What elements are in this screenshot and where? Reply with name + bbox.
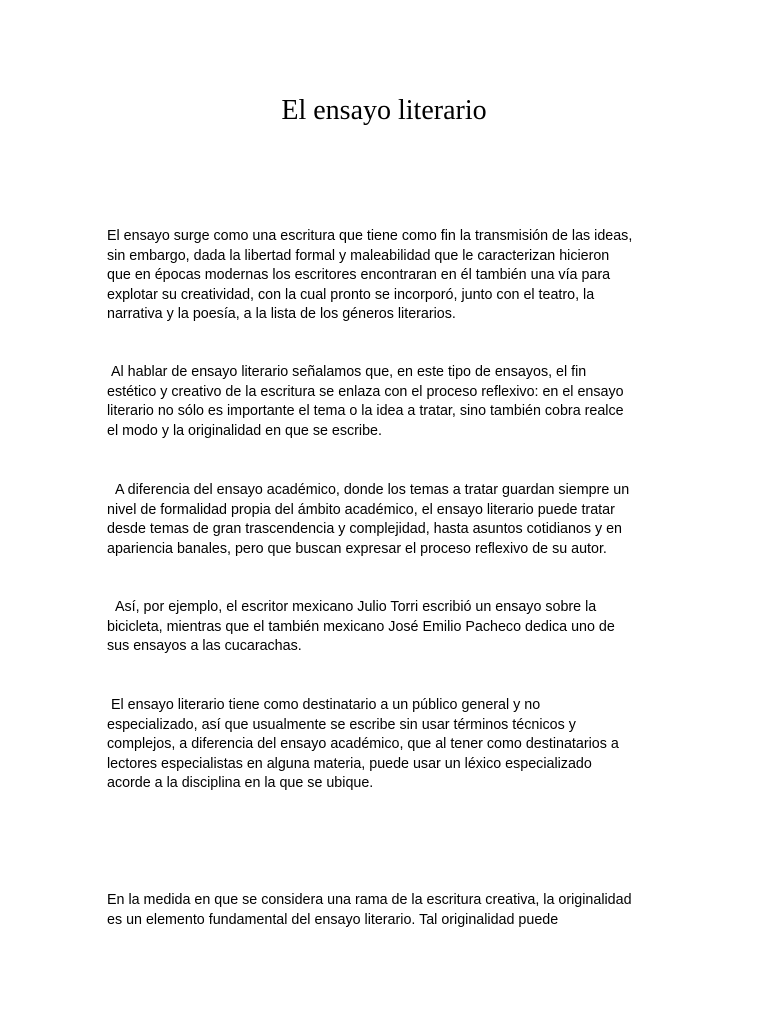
document-title: El ensayo literario [281, 95, 487, 126]
paragraph-6: En la medida en que se considera una rama de la escritura creativa, la originalidad es un elemento fundamental del ensayo literario. Tal originalidad puede [107, 892, 632, 928]
paragraph-4: Así, por ejemplo, el escritor mexicano Julio Torri escribió un ensayo sobre la bicicleta, mientras que el también mexicano José Emilio Pacheco dedica uno de sus ensayos a las cucarachas. [107, 599, 615, 654]
paragraph-3: A diferencia del ensayo académico, donde los temas a tratar guardan siempre un nivel de formalidad propia del ámbito académico, el ensayo literario puede tratar desde temas de gran trascendencia y complejidad, hasta asuntos cotidianos y en apariencia banales, pero que buscan expresar el proceso reflexivo de su autor. [107, 482, 630, 557]
paragraph-1: El ensayo surge como una escritura que tiene como fin la transmisión de las ideas, sin embargo, dada la libertad formal y maleabilidad que le caracterizan hicieron que en épocas modernas los escritores encontraran en él también una vía para explotar su creatividad, con la cual pronto se incorporó, junto con el teatro, la narrativa y la poesía, a la lista de los géneros literarios. [107, 228, 633, 322]
paragraph-5: El ensayo literario tiene como destinatario a un público general y no especializado, así que usualmente se escribe sin usar términos técnicos y complejos, a diferencia del ensayo académico, que al tener como destinatarios a lectores especialistas en alguna materia, puede usar un léxico especializado acorde a la disciplina en la que se ubique. [107, 697, 619, 791]
paragraph-2: Al hablar de ensayo literario señalamos que, en este tipo de ensayos, el fin estético y creativo de la escritura se enlaza con el proceso reflexivo: en el ensayo literario no sólo es importante el tema o la idea a tratar, sino también cobra realce el modo y la originalidad en que se escribe. [107, 364, 624, 439]
